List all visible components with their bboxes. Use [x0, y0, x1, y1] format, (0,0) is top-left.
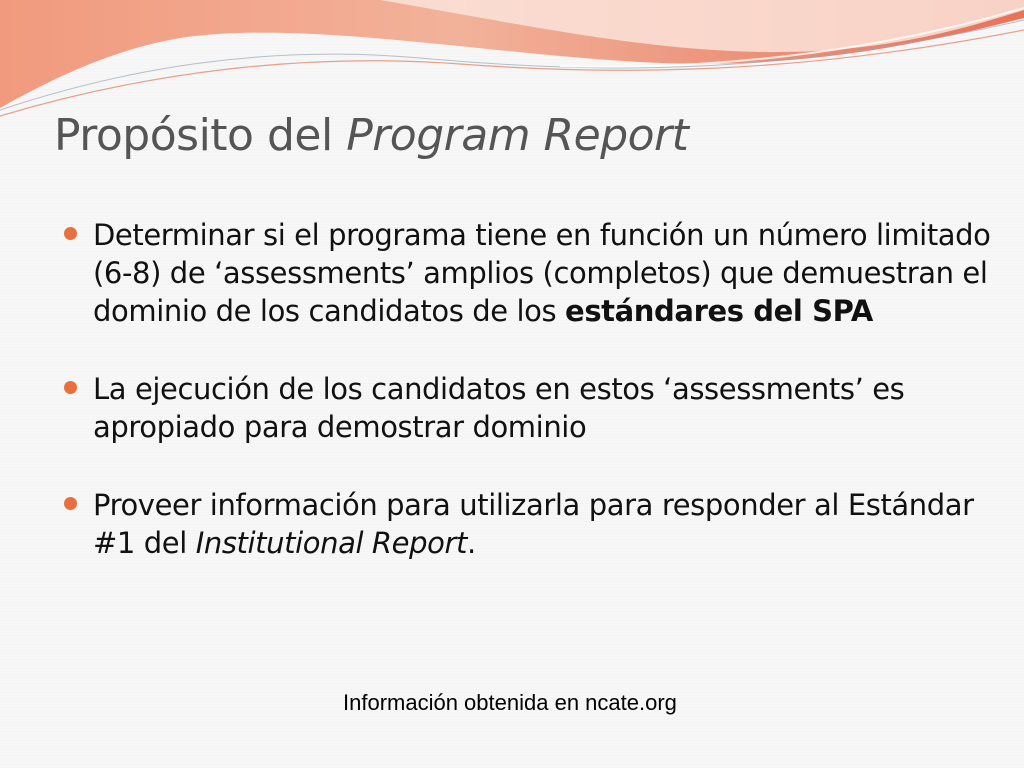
bullet-3-italic-text: Institutional Report	[195, 526, 467, 560]
bullet-dot-icon	[64, 497, 77, 510]
bullet-1-text: Determinar si el programa tiene en función un número limitado (6-8) de ‘assessments’ amplios (completos) que demuestran el dominio de los candidatos de los	[93, 218, 991, 328]
bullet-dot-icon	[64, 381, 77, 394]
bullet-1-bold-text: estándares del SPA	[565, 294, 873, 328]
bullet-list	[62, 216, 1002, 602]
bullet-item-3	[62, 486, 1002, 562]
slide-title	[54, 110, 688, 161]
source-note: Información obtenida en ncate.org	[343, 690, 677, 715]
bullet-3-text: Proveer información para utilizarla para responder al Estándar #1 del	[93, 488, 974, 560]
bullet-3-text-after: .	[466, 526, 476, 560]
bullet-item-2	[62, 370, 1002, 446]
bullet-item-1	[62, 216, 1002, 330]
bullet-dot-icon	[64, 227, 77, 240]
bullet-2-text: La ejecución de los candidatos en estos ‘assessments’ es apropiado para demostrar dominio	[93, 372, 905, 444]
slide-title-regular: Propósito del	[54, 110, 333, 161]
slide-title-italic: Program Report	[346, 110, 689, 161]
